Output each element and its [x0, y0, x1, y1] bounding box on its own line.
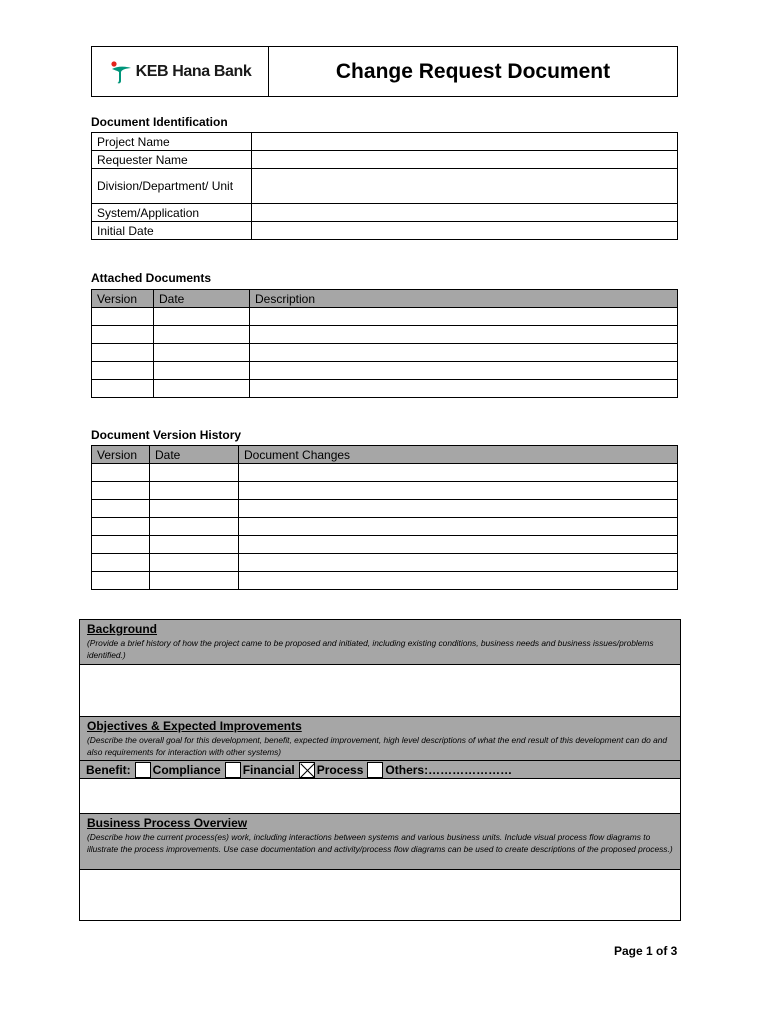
- table-cell[interactable]: [92, 464, 150, 482]
- process-label: Process: [316, 762, 364, 777]
- table-cell[interactable]: [92, 308, 154, 326]
- table-cell[interactable]: [239, 554, 678, 572]
- table-cell[interactable]: [250, 380, 678, 398]
- page-number: Page 1 of 3: [614, 944, 678, 958]
- column-header: Description: [250, 290, 678, 308]
- row-label: Initial Date: [92, 222, 252, 240]
- objectives-description: (Describe the overall goal for this development, benefit, expected improvement, high level descriptions of what the end result of this development can do and also requirements for interaction with other systems): [87, 735, 668, 757]
- background-description: (Provide a brief history of how the project came to be proposed and initiated, including existing conditions, business needs and business issues/problems identified.): [87, 638, 654, 660]
- identification-heading: Document Identification: [91, 115, 228, 129]
- table-cell[interactable]: [239, 482, 678, 500]
- table-cell[interactable]: [92, 518, 150, 536]
- history-heading: Document Version History: [91, 428, 242, 442]
- project-name-field[interactable]: [252, 133, 678, 151]
- table-cell[interactable]: [150, 554, 239, 572]
- table-cell[interactable]: [250, 362, 678, 380]
- column-header: Date: [150, 446, 239, 464]
- version-history-table: [91, 445, 678, 590]
- table-cell[interactable]: [150, 572, 239, 590]
- table-cell[interactable]: [92, 344, 154, 362]
- others-label: Others:…………………: [385, 762, 513, 777]
- document-header: [91, 46, 678, 97]
- requester-name-field[interactable]: [252, 151, 678, 169]
- table-cell[interactable]: [250, 326, 678, 344]
- process-overview-field[interactable]: [80, 870, 680, 920]
- table-cell[interactable]: [150, 464, 239, 482]
- compliance-label: Compliance: [152, 762, 221, 777]
- row-label: Division/Department/ Unit: [92, 169, 252, 204]
- bank-logo-text: KEB Hana Bank: [135, 62, 252, 80]
- system-application-field[interactable]: [252, 204, 678, 222]
- table-row: [92, 536, 678, 554]
- table-cell[interactable]: [150, 536, 239, 554]
- others-checkbox[interactable]: [367, 762, 383, 778]
- table-cell[interactable]: [92, 362, 154, 380]
- table-cell[interactable]: [154, 380, 250, 398]
- table-cell[interactable]: [150, 482, 239, 500]
- objectives-field[interactable]: [80, 779, 680, 814]
- table-row: [92, 308, 678, 326]
- table-cell[interactable]: [154, 344, 250, 362]
- table-cell[interactable]: [154, 362, 250, 380]
- table-cell[interactable]: [239, 500, 678, 518]
- document-title: Change Request Document: [335, 59, 611, 83]
- bank-logo: [92, 47, 269, 96]
- division-field[interactable]: [252, 169, 678, 204]
- column-header: Version: [92, 290, 154, 308]
- process-overview-header: [80, 814, 680, 870]
- attached-heading: Attached Documents: [91, 271, 212, 285]
- initial-date-field[interactable]: [252, 222, 678, 240]
- table-row: [92, 326, 678, 344]
- table-cell[interactable]: [92, 536, 150, 554]
- background-title: Background: [87, 622, 158, 636]
- process-overview-description: (Describe how the current process(es) work, including interactions between systems and various business units. Include visual process flow diagrams to illustrate the process improvements. Use case documentation and activity/process flow diagrams can be used to create descriptions of the proposed process.): [87, 832, 673, 854]
- table-row: [92, 518, 678, 536]
- table-row: [92, 344, 678, 362]
- table-cell[interactable]: [154, 326, 250, 344]
- table-cell[interactable]: [92, 482, 150, 500]
- table-cell[interactable]: [239, 572, 678, 590]
- table-cell[interactable]: [239, 464, 678, 482]
- table-row: [92, 151, 678, 169]
- table-row: [92, 222, 678, 240]
- hana-bank-logo-icon: [109, 59, 133, 85]
- table-row: [92, 362, 678, 380]
- table-header-row: [92, 446, 678, 464]
- process-checkbox[interactable]: [299, 762, 315, 778]
- benefit-label: Benefit:: [86, 762, 131, 777]
- table-cell[interactable]: [239, 518, 678, 536]
- table-row: [92, 133, 678, 151]
- objectives-header: [80, 717, 680, 760]
- table-cell[interactable]: [250, 308, 678, 326]
- table-cell[interactable]: [92, 572, 150, 590]
- table-row: [92, 380, 678, 398]
- row-label: Requester Name: [92, 151, 252, 169]
- objectives-title: Objectives & Expected Improvements: [87, 719, 302, 733]
- row-label: Project Name: [92, 133, 252, 151]
- description-box: [79, 619, 681, 921]
- table-row: [92, 572, 678, 590]
- table-row: [92, 554, 678, 572]
- table-cell[interactable]: [92, 500, 150, 518]
- table-row: [92, 169, 678, 204]
- benefit-row: [80, 760, 680, 779]
- financial-label: Financial: [242, 762, 295, 777]
- table-cell[interactable]: [92, 554, 150, 572]
- financial-checkbox[interactable]: [225, 762, 241, 778]
- background-header: [80, 620, 680, 665]
- table-row: [92, 464, 678, 482]
- table-row: [92, 204, 678, 222]
- attached-documents-table: [91, 289, 678, 398]
- table-cell[interactable]: [92, 380, 154, 398]
- process-overview-title: Business Process Overview: [87, 816, 248, 830]
- column-header: Date: [154, 290, 250, 308]
- compliance-checkbox[interactable]: [135, 762, 151, 778]
- table-cell[interactable]: [154, 308, 250, 326]
- column-header: Version: [92, 446, 150, 464]
- identification-table: [91, 132, 678, 240]
- background-field[interactable]: [80, 665, 680, 717]
- table-header-row: [92, 290, 678, 308]
- table-cell[interactable]: [150, 518, 239, 536]
- table-cell[interactable]: [150, 500, 239, 518]
- table-cell[interactable]: [239, 536, 678, 554]
- table-row: [92, 482, 678, 500]
- row-label: System/Application: [92, 204, 252, 222]
- table-cell[interactable]: [92, 326, 154, 344]
- table-row: [92, 500, 678, 518]
- table-cell[interactable]: [250, 344, 678, 362]
- column-header: Document Changes: [239, 446, 678, 464]
